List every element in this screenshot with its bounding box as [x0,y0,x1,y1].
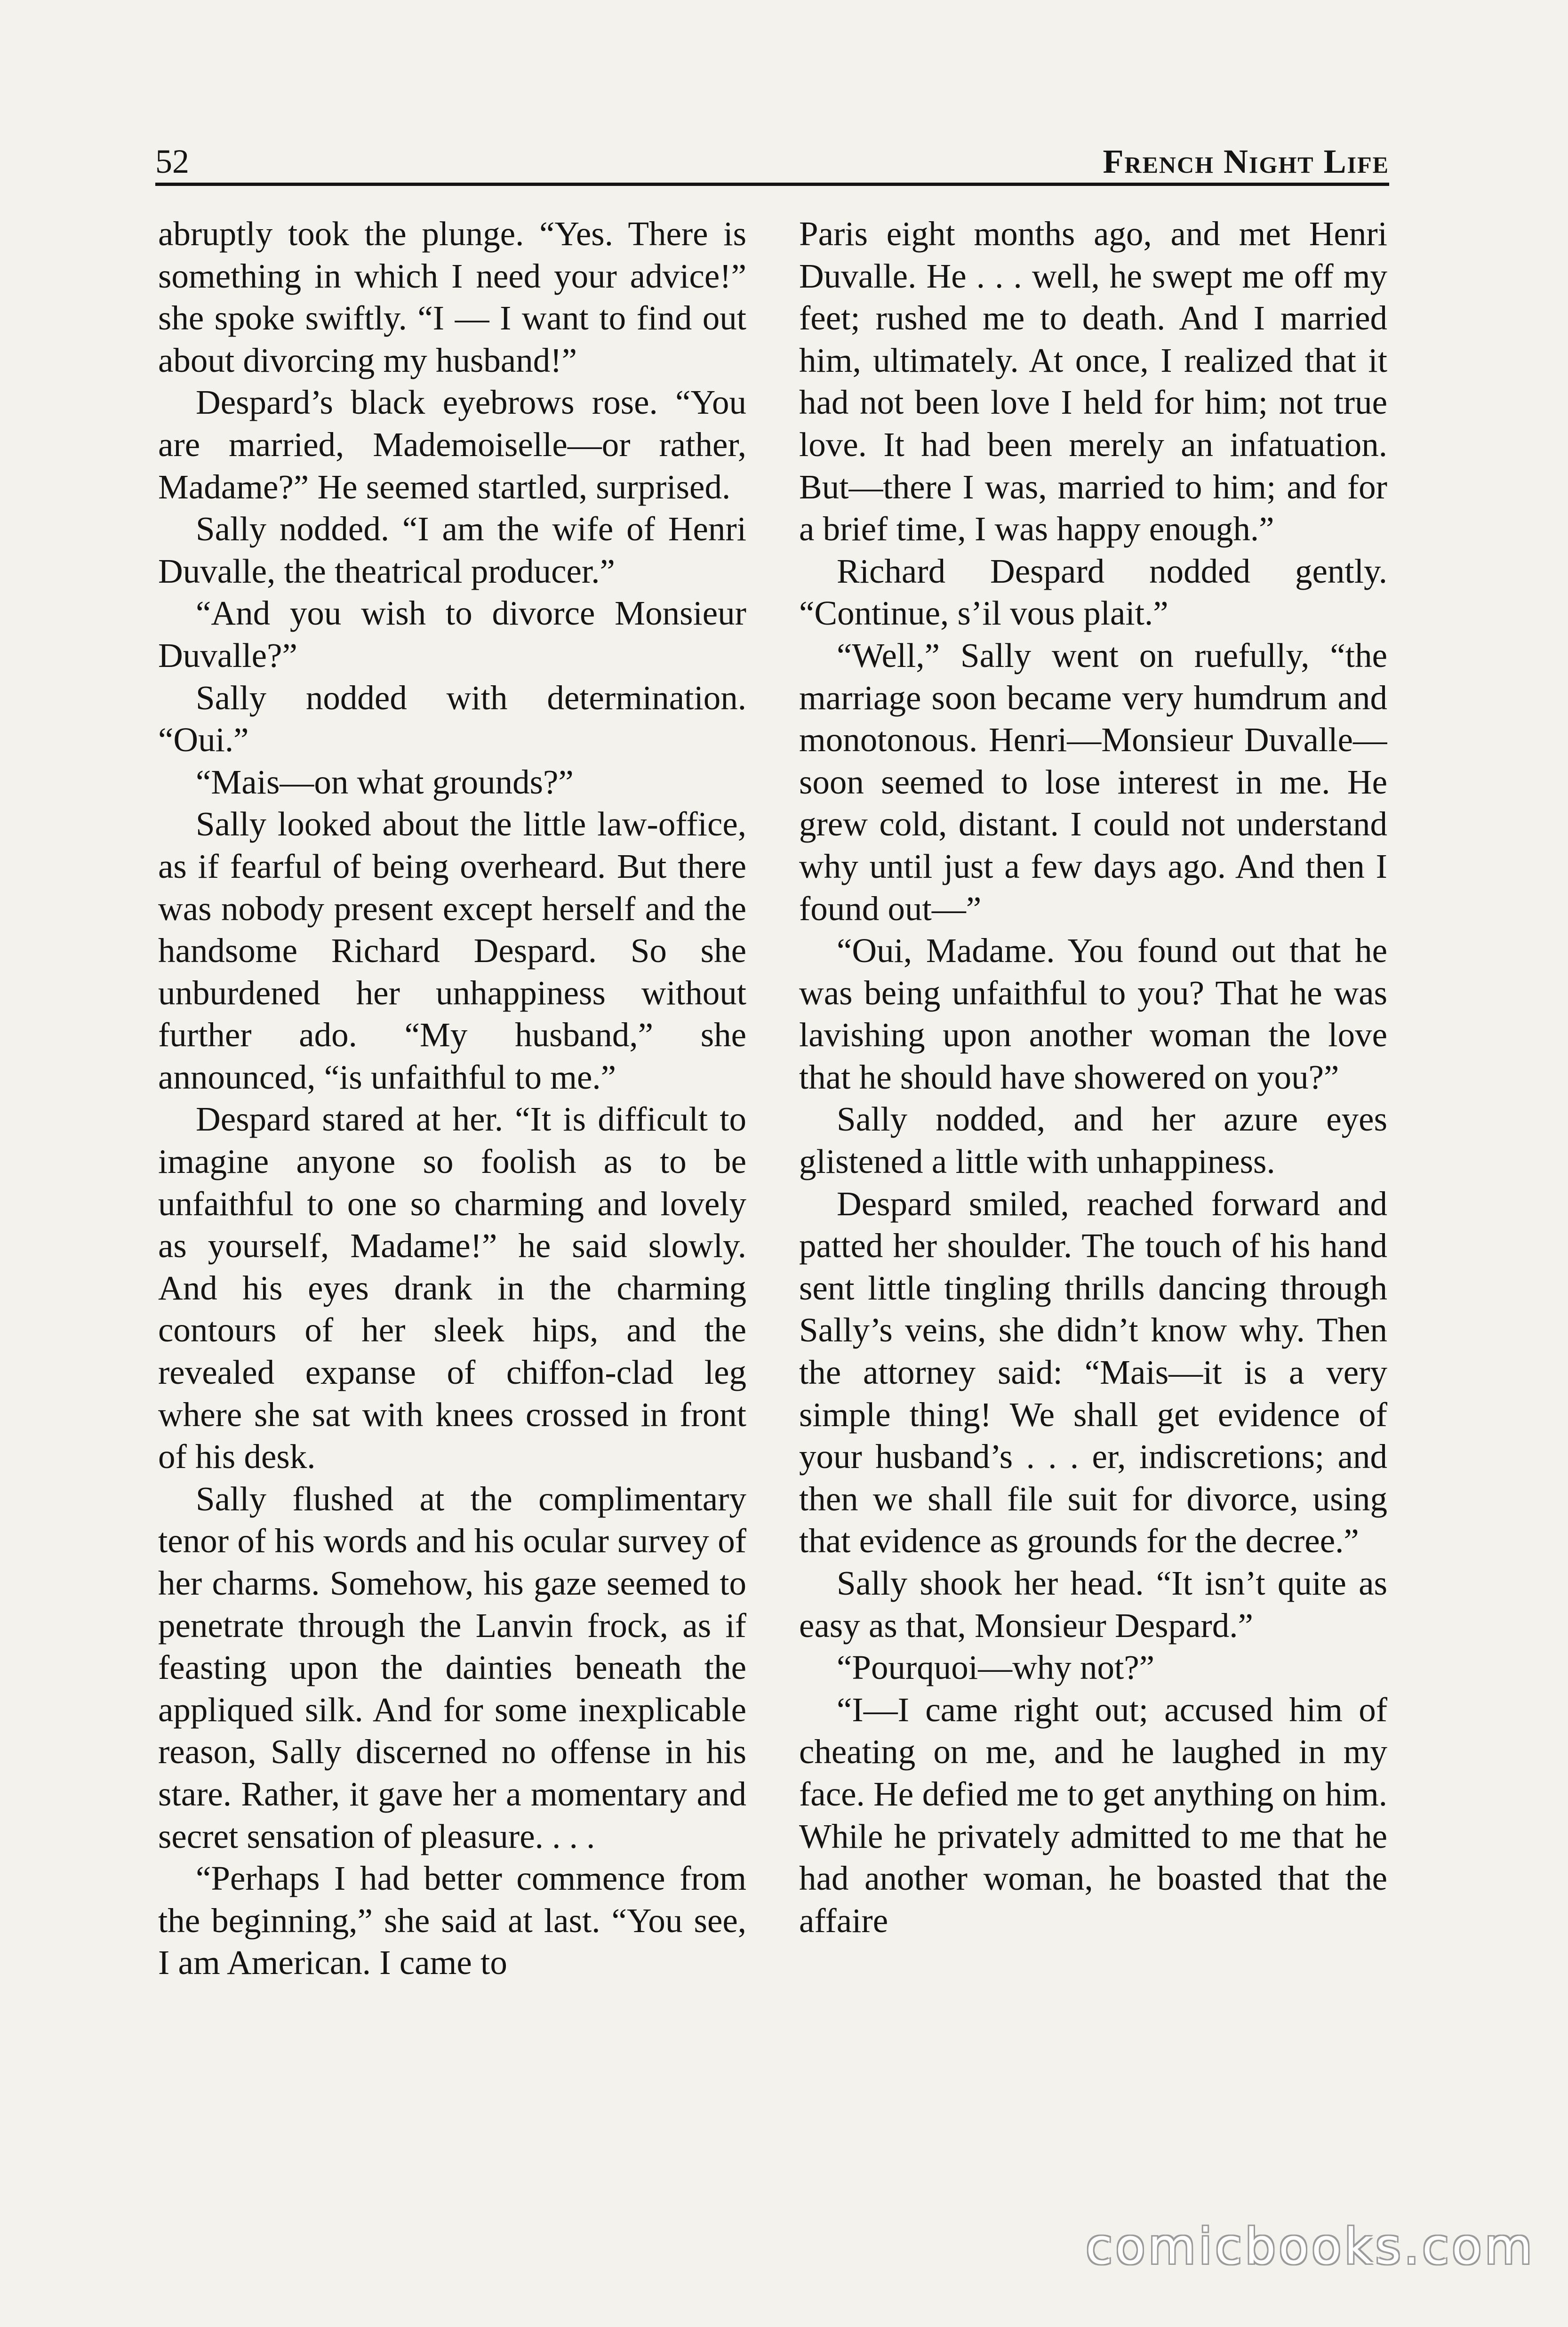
paragraph: “Mais—on what grounds?” [196,762,574,801]
page-number: 52 [155,143,189,180]
paragraph: “Perhaps I had better commence from the beginning,” she said at last. “You see, I am American. I came to [158,1859,746,1982]
left-column [158,213,746,2194]
paragraph: Despard stared at her. “It is difficult to imagine anyone so foolish as to be unfaithful to one so charming and lovely as yourself, Madame!” he said slowly. And his eyes drank in the charming contours of her sleek hips, and the revealed expanse of chiffon-clad leg where she sat with knees crossed in front of his desk. [158,1100,746,1476]
paragraph: “Well,” Sally went on ruefully, “the marriage soon became very humdrum and monotonous. Henri—Monsieur Duvalle—soon seemed to lose interest in me. He grew cold, distant. I could not understand why until just a few days ago. And then I found out—” [799,636,1387,928]
paragraph: Despard’s black eyebrows rose. “You are married, Mademoiselle—or rather, Madame?” He seemed startled, surprised. [158,383,746,506]
paragraph: “Pourquoi—why not?” [837,1648,1155,1687]
paragraph: “And you wish to divorce Monsieur Duvalle?” [158,594,746,674]
paragraph: Sally nodded with determination. “Oui.” [158,678,746,759]
paragraph: Sally looked about the little law-office, as if fearful of being overheard. But there was nobody present except herself and the handsome Richard Despard. So she unburdened her unhappiness without further ado. “My husband,” she announced, “is unfaithful to me.” [158,805,746,1096]
paragraph: Sally nodded, and her azure eyes glistened a little with unhappiness. [799,1100,1387,1181]
paragraph: Despard smiled, reached forward and patted her shoulder. The touch of his hand sent little tingling thrills dancing through Sally’s veins, she didn’t know why. Then the attorney said: “Mais—it is a very simple thing! We shall get evidence of your husband’s . . . er, indiscretions; and then we shall file suit for divorce, using that evidence as grounds for the decree.” [799,1184,1387,1560]
paragraph: abruptly took the plunge. “Yes. There is something in which I need your advice!” she spoke swiftly. “I — I want to find out about divorcing my husband!” [158,215,746,379]
paragraph: Paris eight months ago, and met Henri Duvalle. He . . . well, he swept me off my feet; rushed me to death. And I married him, ultimately. At once, I realized that it had not been love I held for him; not true love. It had been merely an infatuation. But—there I was, married to him; and for a brief time, I was happy enough.” [799,215,1387,548]
paragraph: “I—I came right out; accused him of cheating on me, and he laughed in my face. He defied me to get anything on him. While he privately admitted to me that he had another woman, he boasted that the affaire [799,1690,1387,1940]
paragraph: Sally flushed at the complimentary tenor of his words and his ocular survey of her charms. Somehow, his gaze seemed to penetrate through the Lanvin frock, as if feasting upon the dainties beneath the appliqued silk. And for some inexplicable reason, Sally discerned no offense in his stare. Rather, it gave her a momentary and secret sensation of pleasure. . . . [158,1479,746,1855]
running-title: French Night Life [1103,143,1389,180]
paragraph: Sally shook her head. “It isn’t quite as easy as that, Monsieur Despard.” [799,1564,1387,1645]
paragraph: Richard Despard nodded gently. “Continue, s’il vous plait.” [799,552,1387,633]
right-column [799,213,1387,2194]
paragraph: Sally nodded. “I am the wife of Henri Duvalle, the theatrical producer.” [158,510,746,590]
page-header [155,141,1389,182]
paragraph: “Oui, Madame. You found out that he was being unfaithful to you? That he was lavishing upon another woman the love that he should have showered on you?” [799,931,1387,1096]
header-rule [155,183,1389,186]
watermark: comicbooks.com [1085,2218,1535,2275]
